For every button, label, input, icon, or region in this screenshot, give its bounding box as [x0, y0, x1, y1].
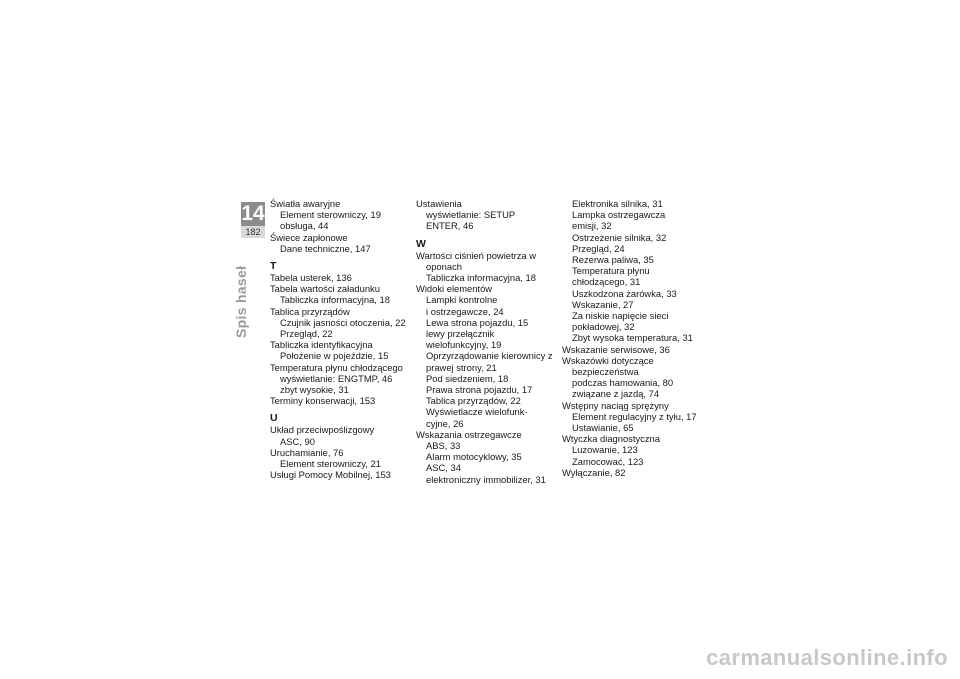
- index-entry: Terminy konserwacji, 153: [270, 395, 376, 407]
- index-subentry: Wyświetlacze wielofunk-: [426, 406, 528, 418]
- index-entry: Usługi Pomocy Mobilnej, 153: [270, 469, 391, 481]
- index-subentry: ENTER, 46: [426, 220, 474, 232]
- index-subentry: Wskazanie, 27: [572, 298, 634, 310]
- index-entry: Układ przeciwpoślizgowy: [270, 424, 375, 436]
- index-subentry: wyświetlanie: SETUP: [426, 209, 516, 221]
- watermark: carmanualsonline.info: [706, 645, 948, 670]
- index-subentry: emisji, 32: [572, 220, 612, 232]
- index-subentry: ASC, 90: [280, 435, 315, 447]
- index-subentry: Lampki kontrolne: [426, 294, 498, 306]
- index-subentry: Dane techniczne, 147: [280, 242, 371, 254]
- index-subentry: Lewa strona pojazdu, 15: [426, 316, 529, 328]
- index-subentry: zbyt wysokie, 31: [280, 384, 349, 396]
- index-entry: Świece zapłonowe: [270, 231, 348, 243]
- index-entry: Światła awaryjne: [270, 198, 341, 209]
- index-subentry: wyświetlanie: ENGTMP, 46: [280, 372, 393, 384]
- index-subentry: ABS, 33: [426, 440, 461, 452]
- index-subentry: Rezerwa paliwa, 35: [572, 254, 654, 266]
- index-letter-heading: W: [416, 237, 426, 250]
- index-subentry: Prawa strona pojazdu, 17: [426, 384, 533, 396]
- index-entry: Wskazówki dotyczące: [562, 354, 654, 366]
- index-letter-heading: U: [270, 412, 278, 425]
- index-column-2: [416, 198, 566, 485]
- index-entry: Tabela usterek, 136: [270, 272, 352, 284]
- index-entry: Uruchamianie, 76: [270, 446, 344, 458]
- index-subentry: Tabliczka informacyjna, 18: [426, 272, 536, 284]
- index-entry: Tabliczka identyfikacyjna: [270, 339, 373, 351]
- index-entry: Ustawienia: [416, 198, 462, 209]
- index-entry: Wtyczka diagnostyczna: [562, 433, 660, 445]
- index-subentry: cyjne, 26: [426, 417, 464, 429]
- index-subentry: wielofunkcyjny, 19: [426, 339, 502, 351]
- index-subentry: Przegląd, 22: [280, 328, 333, 340]
- index-subentry: Element sterowniczy, 19: [280, 209, 381, 221]
- index-entry: Wyłączanie, 82: [562, 466, 626, 478]
- index-subentry: Zamocować, 123: [572, 455, 644, 467]
- index-subentry: Położenie w pojeździe, 15: [280, 350, 389, 362]
- index-entry: Wskazania ostrzegawcze: [416, 428, 522, 440]
- index-subentry: Lampka ostrzegawcza: [572, 209, 666, 221]
- index-subentry: związane z jazdą, 74: [572, 388, 660, 400]
- index-subentry: Ostrzeżenie silnika, 32: [572, 231, 667, 243]
- index-entry: Temperatura płynu chłodzącego: [270, 361, 403, 373]
- index-subentry: Luzowanie, 123: [572, 444, 638, 456]
- index-subentry: Zbyt wysoka temperatura, 31: [572, 332, 693, 344]
- index-entry: Tablica przyrządów: [270, 305, 350, 317]
- index-entry: Wartości ciśnień powietrza w: [416, 249, 537, 261]
- index-subentry: Alarm motocyklowy, 35: [426, 451, 522, 463]
- index-entry: Widoki elementów: [416, 283, 493, 295]
- index-subentry: ASC, 34: [426, 462, 461, 474]
- index-entry: Wstępny naciąg sprężyny: [562, 399, 669, 411]
- index-subentry: lewy przełącznik: [426, 328, 495, 340]
- index-subentry: elektroniczny immobilizer, 31: [426, 473, 546, 485]
- index-subentry: Za niskie napięcie sieci: [572, 310, 669, 322]
- index-entry: Wskazanie serwisowe, 36: [562, 343, 670, 355]
- index-subentry: obsługa, 44: [280, 220, 329, 232]
- page-number: 182: [241, 226, 265, 238]
- index-subentry: podczas hamowania, 80: [572, 377, 674, 389]
- index-subentry: pokładowej, 32: [572, 321, 635, 333]
- index-subentry: Element sterowniczy, 21: [280, 458, 381, 470]
- index-subentry: Uszkodzona żarówka, 33: [572, 287, 677, 299]
- index-subentry: Pod siedzeniem, 18: [426, 372, 509, 384]
- index-letter-heading: T: [270, 260, 277, 273]
- index-subentry: Tabliczka informacyjna, 18: [280, 294, 390, 306]
- index-entry: Tabela wartości załadunku: [270, 283, 380, 295]
- index-subentry: oponach: [426, 260, 462, 272]
- index-subentry: Temperatura płynu: [572, 265, 650, 277]
- chapter-number: 14: [241, 202, 265, 225]
- index-subentry: bezpieczeństwa: [572, 366, 639, 378]
- index-subentry: Oprzyrządowanie kierownicy z: [426, 350, 553, 362]
- chapter-title: Spis haseł: [233, 265, 249, 338]
- index-subentry: Tablica przyrządów, 22: [426, 395, 521, 407]
- index-subentry: Elektronika silnika, 31: [572, 198, 663, 209]
- index-subentry: Czujnik jasności otoczenia, 22: [280, 316, 406, 328]
- index-subentry: chłodzącego, 31: [572, 276, 641, 288]
- index-column-3: [562, 198, 702, 478]
- index-subentry: Ustawianie, 65: [572, 422, 634, 434]
- index-subentry: prawej strony, 21: [426, 361, 497, 373]
- index-subentry: Przegląd, 24: [572, 242, 625, 254]
- index-subentry: Element regulacyjny z tyłu, 17: [572, 410, 697, 422]
- index-subentry: i ostrzegawcze, 24: [426, 305, 504, 317]
- index-column-1: [270, 198, 420, 480]
